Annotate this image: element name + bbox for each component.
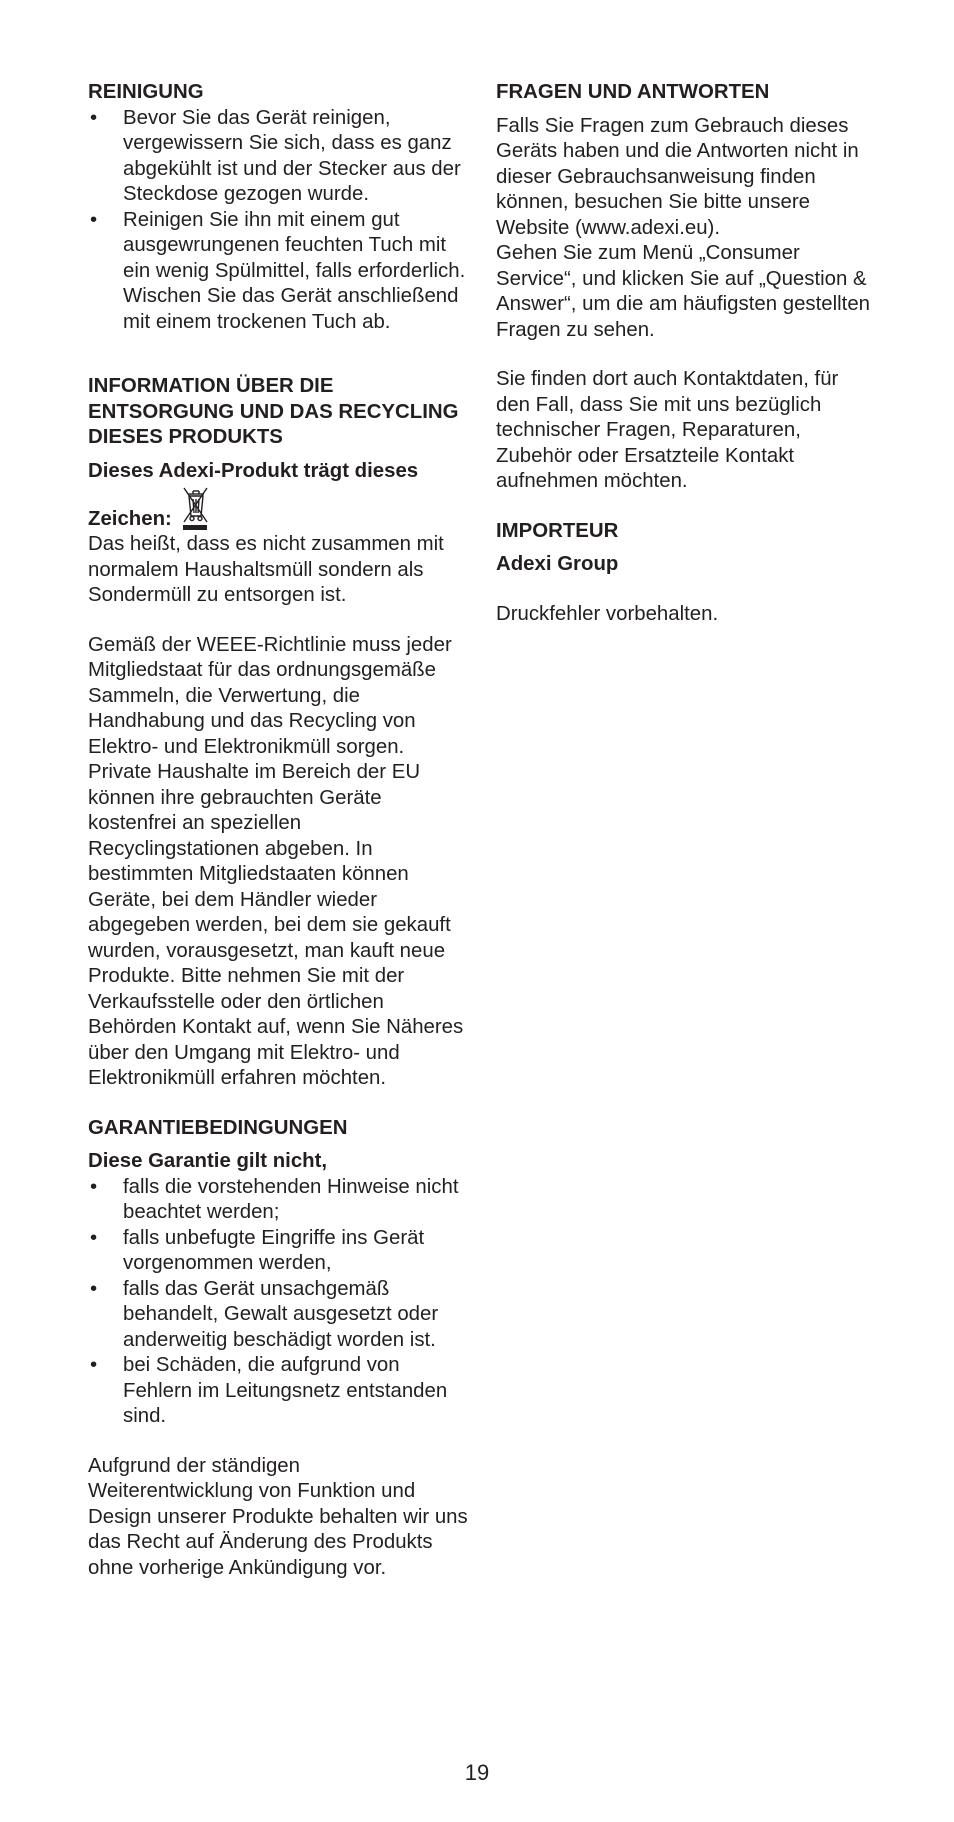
- page-number: 19: [464, 1760, 490, 1785]
- cleaning-heading: REINIGUNG: [88, 81, 204, 103]
- zeichen-label: Zeichen:: [88, 507, 172, 530]
- faq-paragraph-1a: Falls Sie Fragen zum Gebrauch dieses Geräts haben und die Antworten nicht in dieser Gebrauchsanweisung finden können, besuchen Sie bitte unsere Website (www.adexi.eu).: [496, 114, 859, 239]
- right-column: [496, 80, 876, 627]
- cleaning-bullet-1: • Bevor Sie das Gerät reinigen, vergewissern Sie sich, dass es ganz abgekühlt ist und der Stecker aus der Steckdose gezogen wurde.: [88, 106, 468, 208]
- warranty-bullet-3: • falls das Gerät unsachgemäß behandelt, Gewalt ausgesetzt oder anderweitig beschädigt worden ist.: [88, 1277, 468, 1354]
- faq-paragraph-2: Sie finden dort auch Kontaktdaten, für den Fall, dass Sie mit uns bezüglich technischer Fragen, Reparaturen, Zubehör oder Ersatzteile Kontakt aufnehmen möchten.: [496, 368, 839, 492]
- warranty-bullet-2: • falls unbefugte Eingriffe ins Gerät vorgenommen werden,: [88, 1226, 468, 1277]
- warranty-list: [88, 1175, 468, 1430]
- disposal-paragraph-2: Gemäß der WEEE-Richtlinie muss jeder Mitgliedstaat für das ordnungsgemäße Sammeln, die Verwertung, die Handhabung und das Recycling von Elektro- und Elektronikmüll sorgen. Private Haushalte im Bereich der EU können ihre gebrauchten Geräte kostenfrei an speziellen Recyclingstationen abgeben. In bestimmten Mitgliedstaaten können Geräte, bei dem Händler wieder abgegeben werden, bei dem sie gekauft wurden, vorausgesetzt, man kauft neue Produkte. Bitte nehmen Sie mit der Verkaufsstelle oder den örtlichen Behörden Kontakt auf, wenn Sie Näheres über den Umgang mit Elektro- und Elektronikmüll erfahren möchten.: [88, 633, 464, 1089]
- warranty-bullet-1: • falls die vorstehenden Hinweise nicht beachtet werden;: [88, 1175, 468, 1226]
- crossed-out-wheelie-bin-icon: [180, 484, 210, 532]
- warranty-closing: Aufgrund der ständigen Weiterentwicklung von Funktion und Design unserer Produkte behalten wir uns das Recht auf Änderung des Produkts ohne vorherige Ankündigung vor.: [88, 1454, 468, 1579]
- cleaning-bullet-2: • Reinigen Sie ihn mit einem gut ausgewrungenen feuchten Tuch mit ein wenig Spülmittel, falls erforderlich. Wischen Sie das Gerät anschließend mit einem trockenen Tuch ab.: [88, 208, 468, 336]
- left-column: [88, 80, 468, 1581]
- disposal-subheading-line1: Dieses Adexi-Produkt trägt dieses: [88, 459, 419, 482]
- importer-heading: IMPORTEUR: [496, 519, 619, 542]
- faq-heading: FRAGEN UND ANTWORTEN: [496, 81, 770, 103]
- importer-company: Adexi Group: [496, 553, 619, 575]
- warranty-heading: GARANTIEBEDINGUNGEN: [88, 1116, 348, 1139]
- disposal-heading: INFORMATION ÜBER DIE ENTSORGUNG UND DAS RECYCLING DIESES PRODUKTS: [88, 375, 459, 448]
- faq-paragraph-1b: Gehen Sie zum Menü „Consumer Service“, und klicken Sie auf „Question & Answer“, um die am häufigsten gestellten Fragen zu sehen.: [496, 242, 871, 341]
- cleaning-list: [88, 106, 468, 336]
- printing-errors-note: Druckfehler vorbehalten.: [496, 602, 719, 625]
- disposal-paragraph-1: Das heißt, dass es nicht zusammen mit normalem Haushaltsmüll sondern als Sondermüll zu entsorgen ist.: [88, 533, 444, 606]
- disposal-subheading-line2: [88, 484, 468, 532]
- warranty-bullet-4: • bei Schäden, die aufgrund von Fehlern im Leitungsnetz entstanden sind.: [88, 1353, 468, 1430]
- warranty-intro: Diese Garantie gilt nicht,: [88, 1150, 328, 1172]
